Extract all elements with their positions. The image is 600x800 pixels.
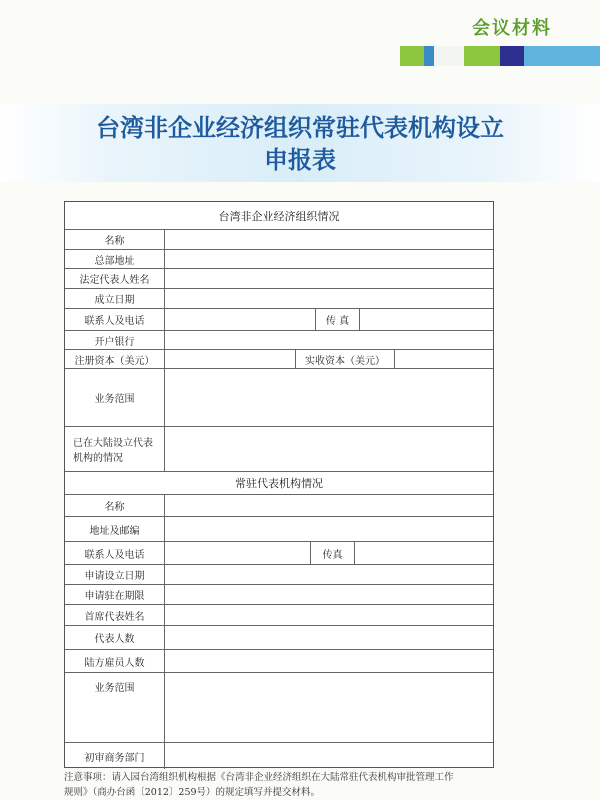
legal-rep-row[interactable]: [65, 268, 493, 288]
address-label: 地址及邮编: [65, 517, 165, 541]
capital-row[interactable]: [65, 349, 493, 368]
mainland-label: 已在大陆设立代表机构的情况: [65, 427, 165, 471]
fax-label: 传 真: [315, 309, 360, 330]
mainland-row[interactable]: [65, 426, 493, 471]
stripe-segment: [400, 46, 424, 66]
hq-address-row[interactable]: [65, 249, 493, 268]
apply-date-row[interactable]: [65, 564, 493, 584]
hq-address-label: 总部地址: [65, 250, 165, 268]
rep-count-row[interactable]: [65, 625, 493, 649]
stripe-segment: [464, 46, 500, 66]
local-staff-label: 陆方雇员人数: [65, 650, 165, 672]
stripe-segment: [434, 46, 464, 66]
org-name-row[interactable]: [65, 229, 493, 249]
contact-label: 联系人及电话: [65, 309, 165, 330]
office-name-label: 名称: [65, 495, 165, 516]
title-line-2: 申报表: [264, 146, 336, 174]
note-line-1: 注意事项：请入园台湾组织机构根据《台湾非企业经济组织在大陆常驻代表机构审批管理工作: [64, 772, 454, 783]
office-contact-label: 联系人及电话: [65, 542, 165, 564]
est-date-row[interactable]: [65, 288, 493, 308]
form-title: [0, 112, 600, 176]
dept-label: 初审商务部门: [65, 743, 165, 769]
local-staff-row[interactable]: [65, 649, 493, 672]
section1-header: 台湾非企业经济组织情况: [218, 209, 340, 223]
office-name-row[interactable]: [65, 494, 493, 516]
stripe-segment: [524, 46, 600, 66]
legal-rep-label: 法定代表人姓名: [65, 269, 165, 288]
application-form: [64, 201, 494, 768]
stripe-segment: [500, 46, 524, 66]
scope-label: 业务范围: [65, 369, 165, 426]
section1-header-row: [65, 202, 493, 229]
paid-capital-label: 实收资本（美元）: [295, 350, 395, 368]
title-line-1: 台湾非企业经济组织常驻代表机构设立: [96, 114, 504, 142]
color-stripe-bar: [400, 46, 600, 66]
period-row[interactable]: [65, 584, 493, 604]
office-scope-label: 业务范围: [65, 673, 165, 742]
section2-header-row: [65, 471, 493, 494]
note-text: [64, 770, 504, 800]
office-fax-label: 传真: [310, 542, 355, 564]
bank-row[interactable]: [65, 330, 493, 349]
note-line-2: 规则》（商办台函〔2012〕259号）的规定填写并提交材料。: [64, 787, 321, 798]
stripe-segment: [424, 46, 434, 66]
period-label: 申请驻在期限: [65, 585, 165, 604]
contact-row[interactable]: [65, 308, 493, 330]
office-contact-row[interactable]: [65, 541, 493, 564]
apply-date-label: 申请设立日期: [65, 565, 165, 584]
chief-rep-label: 首席代表姓名: [65, 605, 165, 625]
meeting-materials-label: 会议材料: [472, 18, 552, 39]
bank-label: 开户银行: [65, 331, 165, 349]
rep-count-label: 代表人数: [65, 626, 165, 649]
scope-row[interactable]: [65, 368, 493, 426]
chief-rep-row[interactable]: [65, 604, 493, 625]
office-scope-row[interactable]: [65, 672, 493, 742]
address-row[interactable]: [65, 516, 493, 541]
reg-capital-label: 注册资本（美元）: [65, 350, 165, 368]
section2-header: 常驻代表机构情况: [235, 477, 323, 490]
dept-row[interactable]: [65, 742, 493, 769]
org-name-label: 名称: [65, 230, 165, 249]
est-date-label: 成立日期: [65, 289, 165, 308]
